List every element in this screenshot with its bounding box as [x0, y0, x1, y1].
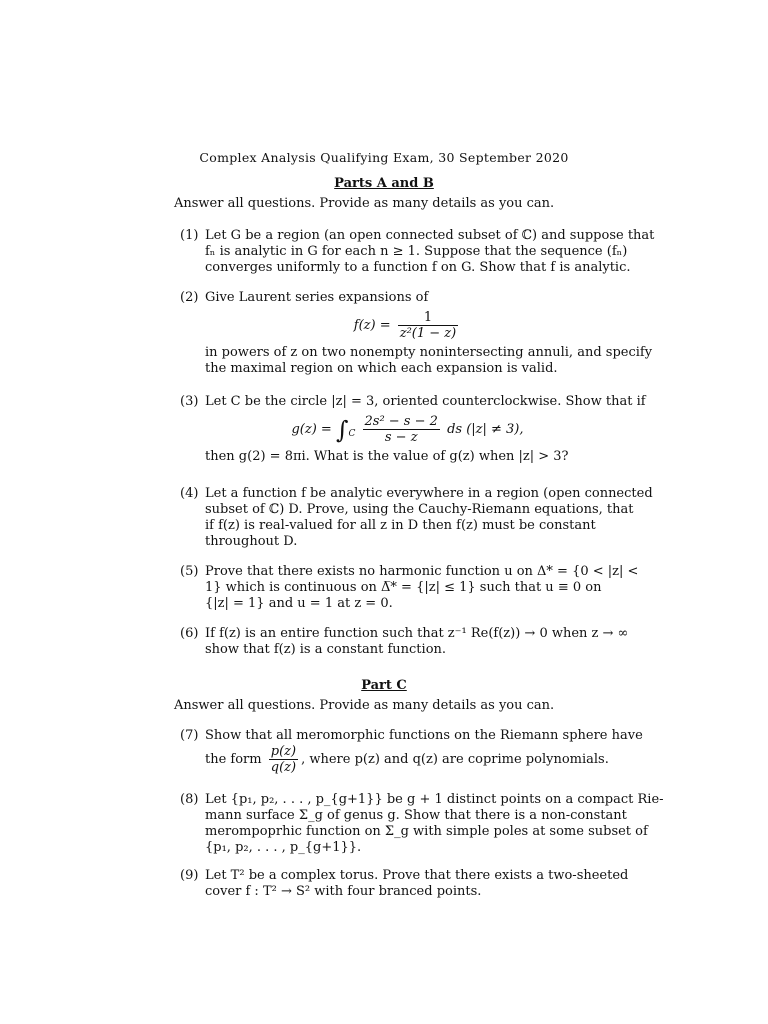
question-text-line: Let a function f be analytic everywhere in a region (open connected: [205, 486, 653, 501]
question-5: [180, 564, 639, 612]
fraction-denominator: q(z): [270, 760, 297, 775]
section-heading-parts-a-b: Parts A and B: [334, 176, 434, 191]
question-number: (5): [180, 564, 199, 579]
question-3: [180, 394, 646, 465]
question-text-line: Prove that there exists no harmonic function u on Δ* = {0 < |z| <: [205, 564, 639, 579]
question-number: (3): [180, 394, 199, 409]
question-text: , where p(z) and q(z) are coprime polynomials.: [301, 752, 609, 767]
question-text-line: then g(2) = 8πi. What is the value of g(z) when |z| > 3?: [205, 449, 569, 464]
exam-title: Complex Analysis Qualifying Exam, 30 September 2020: [199, 150, 569, 165]
display-formula: [205, 310, 610, 341]
integral-subscript: C: [348, 429, 356, 439]
question-number: (4): [180, 486, 199, 501]
question-number: (2): [180, 290, 199, 305]
question-text-line: show that f(z) is a constant function.: [205, 642, 447, 657]
question-text-line: Show that all meromorphic functions on the Riemann sphere have: [205, 728, 643, 743]
question-text-line: subset of ℂ) D. Prove, using the Cauchy-Riemann equations, that: [205, 502, 634, 517]
question-text-line: converges uniformly to a function f on G. Show that f is analytic.: [205, 260, 631, 275]
question-text-line: throughout D.: [205, 534, 298, 549]
fraction-numerator: 2s² − s − 2: [364, 414, 438, 429]
question-6: [180, 626, 629, 658]
section-intro-part-c: Answer all questions. Provide as many details as you can.: [174, 698, 555, 713]
question-text-line: Let G be a region (an open connected subset of ℂ) and suppose that: [205, 228, 655, 243]
question-number: (1): [180, 228, 199, 243]
question-number: (8): [180, 792, 199, 807]
section-heading-part-c: Part C: [361, 678, 407, 693]
question-4: [180, 486, 653, 550]
question-9: [180, 868, 629, 900]
question-number: (9): [180, 868, 199, 883]
question-2: [180, 290, 653, 377]
question-text-line: Let T² be a complex torus. Prove that there exists a two-sheeted: [205, 868, 629, 883]
question-text-line: 1} which is continuous on Δ̅* = {|z| ≤ 1} such that u ≡ 0 on: [205, 580, 602, 595]
question-text-line: Let C be the circle |z| = 3, oriented counterclockwise. Show that if: [205, 394, 646, 409]
formula-fraction: [269, 744, 298, 775]
question-text-line: mann surface Σ_g of genus g. Show that there is a non-constant: [205, 808, 627, 823]
formula-rhs: ds (|z| ≠ 3),: [447, 422, 524, 437]
fraction-numerator: 1: [398, 310, 458, 326]
question-text-line: merompoprhic function on Σ_g with simple poles at some subset of: [205, 824, 648, 839]
question-8: [180, 792, 664, 856]
question-text-line: {p₁, p₂, . . . , p_{g+1}}.: [205, 840, 362, 855]
formula-lhs: g(z) =: [291, 422, 332, 437]
question-text-line: If f(z) is an entire function such that z⁻¹ Re(f(z)) → 0 when z → ∞: [205, 626, 629, 641]
question-text-line: Give Laurent series expansions of: [205, 290, 429, 305]
question-text-line: [205, 744, 610, 775]
question-text-line: in powers of z on two nonempty nonintersecting annuli, and specify: [205, 345, 653, 360]
question-text-line: cover f : T² → S² with four branced points.: [205, 884, 482, 899]
question-text-line: if f(z) is real-valued for all z in D then f(z) must be constant: [205, 518, 596, 533]
formula-lhs: f(z) =: [353, 318, 391, 333]
fraction-denominator: s − z: [384, 430, 418, 445]
question-text-line: the maximal region on which each expansion is valid.: [205, 361, 558, 376]
question-1: [180, 228, 655, 276]
question-7: [180, 728, 643, 775]
integral-sign: ∫: [335, 415, 349, 444]
question-text-line: {|z| = 1} and u = 1 at z = 0.: [205, 596, 393, 611]
formula-fraction: [363, 414, 440, 445]
question-text: the form: [205, 752, 262, 767]
question-number: (6): [180, 626, 199, 641]
question-number: (7): [180, 728, 199, 743]
fraction-denominator: z²(1 − z): [399, 326, 457, 341]
formula-fraction: [398, 310, 458, 341]
fraction-numerator: p(z): [270, 744, 297, 759]
display-formula: [205, 414, 610, 445]
section-intro-parts-a-b: Answer all questions. Provide as many details as you can.: [174, 196, 555, 211]
question-text-line: fₙ is analytic in G for each n ≥ 1. Suppose that the sequence (fₙ): [205, 244, 628, 259]
question-text-line: Let {p₁, p₂, . . . , p_{g+1}} be g + 1 distinct points on a compact Rie-: [205, 792, 664, 807]
